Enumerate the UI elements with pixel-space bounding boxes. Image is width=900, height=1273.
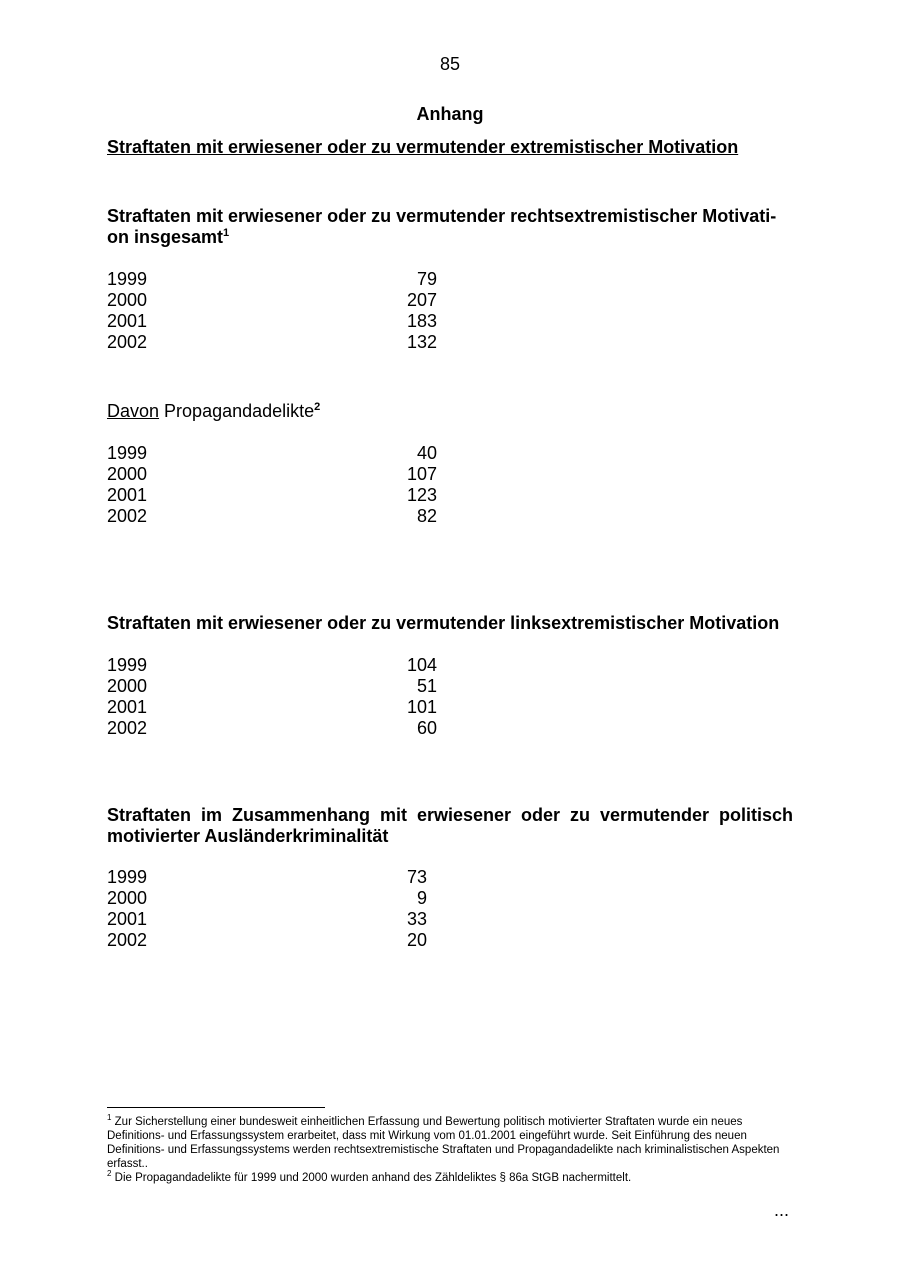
year-cell: 2002 <box>107 506 148 526</box>
value-cell: 73 <box>406 867 427 887</box>
section-title-links: Straftaten mit erwiesener oder zu vermutender linksextremistischer Motivation <box>107 613 780 633</box>
section-title-rechts-line2-text: on insgesamt <box>107 227 224 247</box>
footnote-mark-2: 2 <box>107 1169 112 1179</box>
section-title-propaganda <box>107 401 320 422</box>
footnote-text-1: Zur Sicherstellung einer bundesweit einheitlichen Erfassung und Bewertung politisch motivierter Straftaten wurde ein neues Definitions- und Erfassungssystem erarbeitet, dass mit Wirkung vom 01.01.2001 eingeführt wurde. Seit Einführung des neuen Definitions- und Erfassungssystems werden rechtsextremistische Straftaten und Propagandadelikte nach kriminalistischen Aspekten erfasst.. <box>107 1116 780 1170</box>
value-cell: 20 <box>406 930 427 950</box>
value-cell: 183 <box>406 311 437 331</box>
value-cell: 132 <box>406 332 437 352</box>
year-cell: 2000 <box>107 464 148 484</box>
footnotes <box>107 1115 793 1185</box>
year-cell: 2002 <box>107 332 148 352</box>
year-cell: 2001 <box>107 311 148 331</box>
value-cell: 107 <box>406 464 437 484</box>
value-cell: 51 <box>416 676 437 696</box>
section-title-propaganda-prefix: Davon <box>107 401 160 421</box>
year-cell: 2000 <box>107 888 148 908</box>
footnote-ref-2[interactable]: 2 <box>314 401 321 413</box>
continuation-marker: ... <box>774 1200 790 1220</box>
value-cell: 207 <box>406 290 437 310</box>
year-cell: 2001 <box>107 909 148 929</box>
year-cell: 2000 <box>107 290 148 310</box>
section-title-rechts-line2 <box>107 227 793 248</box>
value-cell: 82 <box>416 506 437 526</box>
footnote-divider <box>107 1107 325 1108</box>
section-title-propaganda-text: Propagandadelikte <box>164 401 315 421</box>
value-cell: 33 <box>406 909 427 929</box>
year-cell: 1999 <box>107 655 148 675</box>
appendix-heading: Anhang <box>416 104 484 124</box>
footnote-ref-1[interactable]: 1 <box>223 227 230 239</box>
section-title-rechts <box>107 206 793 248</box>
year-cell: 2002 <box>107 930 148 950</box>
footnote-1 <box>107 1115 793 1171</box>
page-title: Straftaten mit erwiesener oder zu vermutender extremistischer Motivation <box>107 137 739 157</box>
value-cell: 9 <box>416 888 427 908</box>
section-title-rechts-line1: Straftaten mit erwiesener oder zu vermutender rechtsextremistischer Motivati- <box>107 206 777 226</box>
footnote-text-2: Die Propagandadelikte für 1999 und 2000 wurden anhand des Zähldeliktes § 86a StGB nachermittelt. <box>114 1172 632 1184</box>
value-cell: 79 <box>416 269 437 289</box>
year-cell: 1999 <box>107 269 148 289</box>
value-cell: 101 <box>406 697 437 717</box>
page-number: 85 <box>439 54 461 74</box>
value-cell: 40 <box>416 443 437 463</box>
year-cell: 1999 <box>107 867 148 887</box>
section-title-auslaender: Straftaten im Zusammenhang mit erwiesener oder zu vermutender politisch motivierter Ausländerkriminalität <box>107 805 793 846</box>
year-cell: 2001 <box>107 697 148 717</box>
year-cell: 1999 <box>107 443 148 463</box>
value-cell: 123 <box>406 485 437 505</box>
footnote-2 <box>107 1171 793 1185</box>
year-cell: 2002 <box>107 718 148 738</box>
year-cell: 2001 <box>107 485 148 505</box>
value-cell: 60 <box>416 718 437 738</box>
value-cell: 104 <box>406 655 437 675</box>
footnote-mark-1: 1 <box>107 1113 112 1123</box>
year-cell: 2000 <box>107 676 148 696</box>
